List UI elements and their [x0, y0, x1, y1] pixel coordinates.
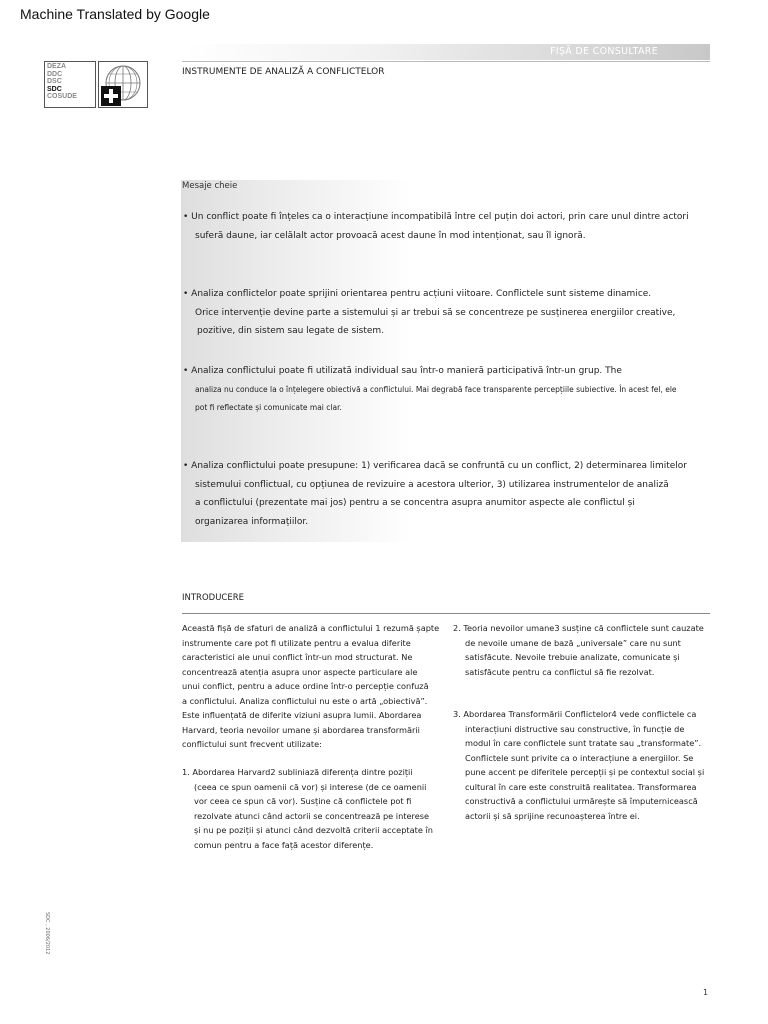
consultation-banner	[182, 44, 710, 60]
text-line: vor ceea ce spun că vor). Susține că conflictele pot fi	[194, 796, 412, 806]
text-line: satisfăcute pentru ca conflictul să fie rezolvat.	[465, 666, 655, 677]
intro-item-harvard	[182, 765, 444, 852]
document-title: INSTRUMENTE DE ANALIZĂ A CONFLICTELOR	[182, 67, 385, 77]
side-metadata-text: SDC , 2006/2012	[44, 912, 50, 955]
intro-left-paragraph	[182, 621, 444, 752]
introduction-heading: INTRODUCERE	[182, 593, 245, 603]
introduction-rule	[182, 613, 710, 614]
text-line: rezolvate atunci când actorii se concentrează pe interese	[194, 810, 430, 821]
intro-item-transformation	[453, 707, 715, 823]
key-message-line: • Analiza conflictului poate fi utilizată individual sau într-o manieră participativă într-un grup. The	[183, 366, 622, 376]
text-line: pune accent pe diferitele percepții și pe contextul social și	[465, 767, 705, 777]
text-line: 1. Abordarea Harvard2 subliniază diferența dintre poziții	[182, 767, 413, 777]
key-message-line: pozitive, din sistem sau legate de sistem.	[197, 326, 385, 336]
text-line: unui conflict, pentru a aduce ordine într-o percepție confuză	[182, 681, 429, 691]
key-messages-label: Mesaje cheie	[182, 181, 238, 191]
key-message-1	[183, 208, 689, 245]
logo-line: DSC	[47, 78, 62, 86]
key-message-line: organizarea informațiilor.	[195, 516, 309, 527]
text-line: caracteristici ale unui conflict într-un mod structurat. Ne	[182, 652, 413, 662]
key-message-4	[183, 457, 687, 531]
key-message-line: sistemului conflictual, cu opțiunea de revizuire a acestora ulterior, 3) utilizarea instrumentelor de analiză	[195, 479, 669, 490]
key-message-line: • Un conflict poate fi înțeles ca o interacțiune incompatibilă între cel puțin doi actori, prin care unul dintre actori	[183, 212, 689, 222]
text-line: (ceea ce spun oamenii că vor) și interese (de ce oamenii	[194, 781, 427, 792]
key-message-line: suferă daune, iar celălalt actor provoacă acest daune în mod intenționat, sau îl ignoră.	[195, 230, 586, 241]
text-line: a conflictului. Analiza conflictului nu este o artă „obiectivă”.	[182, 695, 428, 706]
text-line: satisfăcute. Nevoile trebuie analizate, comunicate și	[465, 652, 680, 662]
text-line: de nevoile umane de bază „universale” care nu sunt	[465, 637, 681, 648]
text-line: Harvard, teoria nevoilor umane și abordarea transformării	[182, 724, 420, 735]
text-line: 3. Abordarea Transformării Conflictelor4 vede conflictele ca	[453, 709, 697, 719]
page-number: 1	[703, 988, 709, 997]
text-line: constructivă a conflictului urmărește să împuternicească	[465, 796, 698, 806]
key-message-line: • Analiza conflictului poate presupune: 1) verificarea dacă se confruntă cu un conflict, 2) determinarea limitelor	[183, 461, 687, 471]
text-line: conflictului sunt frecvent utilizate:	[182, 739, 322, 749]
text-line: cultural în care este construită realitatea. Transformarea	[465, 781, 697, 792]
sdc-logo	[44, 61, 148, 108]
logo-line: DEZA	[47, 63, 67, 70]
intro-item-human-needs	[453, 621, 715, 679]
text-line: actorii și să sprijine recunoașterea între ei.	[465, 810, 640, 821]
logo-line: DDC	[47, 70, 63, 78]
key-message-line: analiza nu conduce la o înțelegere obiectivă a conflictului. Mai degrabă face transparente percepțiile subiective. În acest fel, ele	[195, 384, 677, 394]
text-line: 2. Teoria nevoilor umane3 susține că conflictele sunt cauzate	[453, 623, 704, 633]
text-line: interacțiuni distructive sau constructive, în funcție de	[465, 723, 685, 734]
text-line: modul în care conflictele sunt tratate sau „transformate”.	[465, 738, 702, 748]
machine-translated-label: Machine Translated by Google	[20, 6, 210, 22]
text-line: concentrează atenția asupra unor aspecte particulare ale	[182, 666, 418, 677]
text-line: Conflictele sunt privite ca o interacțiune a energiilor. Se	[465, 752, 694, 763]
logo-text-block	[44, 61, 96, 108]
text-line: comun pentru a face față acestor diferențe.	[194, 839, 374, 850]
key-message-3	[183, 362, 677, 418]
globe-cross-icon	[98, 61, 148, 108]
text-line: instrumente care pot fi utilizate pentru a evalua diferite	[182, 637, 411, 648]
key-message-2	[183, 285, 675, 341]
text-line: și nu pe poziții și atunci când dezvoltă criterii acceptate în	[194, 825, 433, 835]
text-line: Această fișă de sfaturi de analiză a conflictului 1 rezumă șapte	[182, 623, 440, 633]
title-rule	[182, 61, 710, 62]
key-message-line: Orice intervenție devine parte a sistemului și ar trebui să se concentreze pe susținerea energiilor creative,	[195, 307, 676, 318]
side-metadata	[40, 912, 60, 972]
logo-line: SDC	[47, 85, 62, 93]
logo-line: COSUDE	[47, 93, 77, 101]
key-message-line: pot fi reflectate și comunicate mai clar.	[195, 403, 342, 412]
text-line: Este influențată de diferite viziuni asupra lumii. Abordarea	[182, 710, 422, 720]
banner-label: FIȘĂ DE CONSULTARE	[550, 46, 658, 57]
key-message-line: • Analiza conflictelor poate sprijini orientarea pentru acțiuni viitoare. Conflictele sunt sisteme dinamice.	[183, 289, 652, 299]
key-message-line: a conflictului (prezentate mai jos) pentru a se concentra asupra anumitor aspecte ale conflictul și	[195, 498, 635, 508]
